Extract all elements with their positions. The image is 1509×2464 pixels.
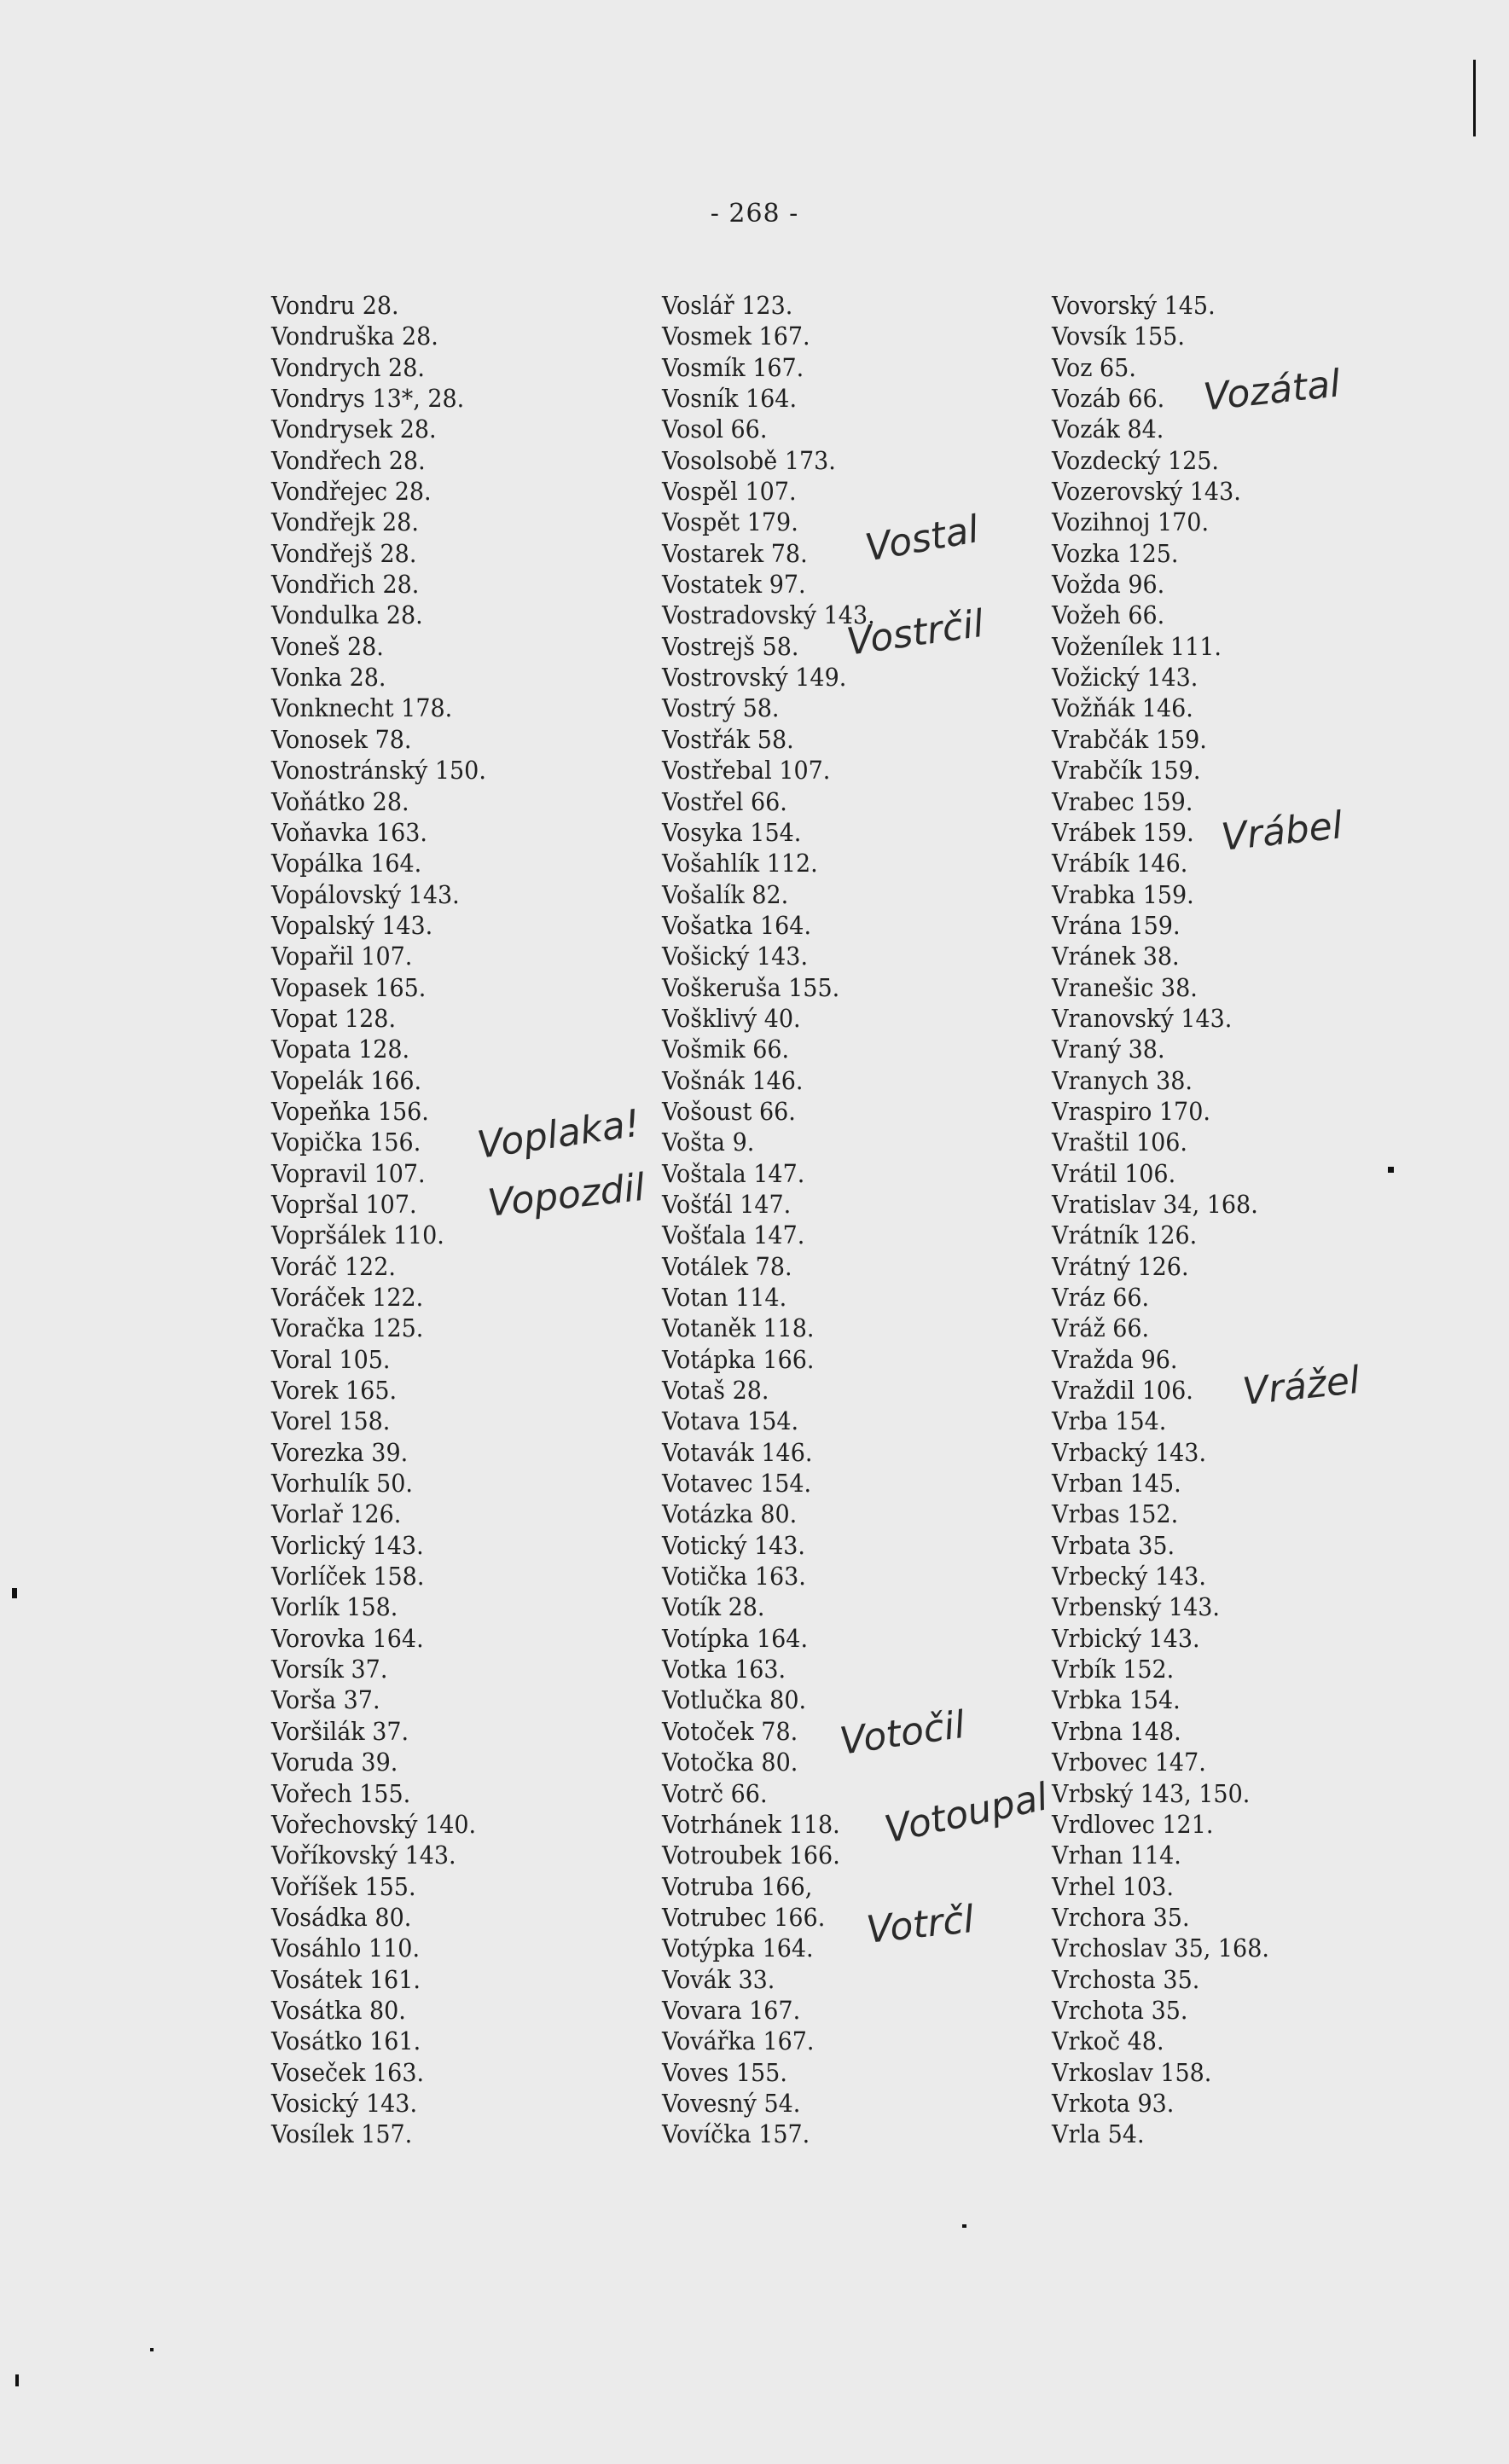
list-item: Vospěl 107. xyxy=(662,477,797,507)
handwritten-note: Vrábel xyxy=(1219,803,1345,860)
list-item: Vosník 164. xyxy=(662,384,798,414)
list-item: Vožeh 66. xyxy=(1052,600,1165,630)
handwritten-note: Vostrčil xyxy=(844,601,987,664)
list-item: Votava 154. xyxy=(662,1406,799,1436)
list-item: Vorovka 164. xyxy=(271,1623,424,1653)
list-item: Vonostránský 150. xyxy=(271,756,486,786)
list-item: Voslář 123. xyxy=(662,291,793,320)
list-item: Vošťala 147. xyxy=(662,1220,805,1250)
list-item: Voříšek 155. xyxy=(271,1871,416,1901)
list-item: Vránek 38. xyxy=(1052,942,1180,971)
handwritten-note: Vostal xyxy=(862,507,983,571)
scan-dot xyxy=(150,2348,154,2351)
scan-dot xyxy=(15,2374,19,2386)
list-item: Voves 155. xyxy=(662,2057,787,2087)
list-item: Vožický 143. xyxy=(1052,663,1198,693)
list-item: Vosádka 80. xyxy=(271,1902,412,1932)
list-item: Votípka 164. xyxy=(662,1623,809,1653)
list-item: Vopravil 107. xyxy=(271,1158,426,1188)
list-item: Voral 105. xyxy=(271,1344,391,1374)
list-item: Vopata 128. xyxy=(271,1035,410,1064)
list-item: Vopasek 165. xyxy=(271,972,427,1002)
scan-dot xyxy=(12,1588,17,1598)
list-item: Vráz 66. xyxy=(1052,1283,1150,1312)
list-item: Vrbovec 147. xyxy=(1052,1748,1206,1777)
scan-dot xyxy=(962,2224,966,2228)
list-item: Vostřebal 107. xyxy=(662,756,831,786)
list-item: Vosátka 80. xyxy=(271,1995,406,2025)
list-item: Voňátko 28. xyxy=(271,786,409,816)
list-item: Vošklivý 40. xyxy=(662,1003,801,1033)
list-item: Vošalík 82. xyxy=(662,879,789,909)
handwritten-note: Vopozdil xyxy=(485,1165,647,1226)
list-item: Votík 28. xyxy=(662,1592,765,1622)
list-item: Vrbík 152. xyxy=(1052,1655,1175,1684)
list-item: Voračka 125. xyxy=(271,1313,424,1343)
list-item: Vozáb 66. xyxy=(1052,384,1165,414)
list-item: Vrábek 159. xyxy=(1052,817,1194,847)
list-item: Vopařil 107. xyxy=(271,942,413,971)
list-item: Voškeruša 155. xyxy=(662,972,840,1002)
list-item: Vošťál 147. xyxy=(662,1189,792,1219)
list-item: Vonosek 78. xyxy=(271,724,412,754)
list-item: Vopršálek 110. xyxy=(271,1220,444,1250)
list-item: Vrkoslav 158. xyxy=(1052,2057,1212,2087)
list-item: Votápka 166. xyxy=(662,1344,815,1374)
list-item: Votička 163. xyxy=(662,1562,806,1591)
list-item: Vošnák 146. xyxy=(662,1065,804,1095)
list-item: Vrbna 148. xyxy=(1052,1716,1181,1746)
handwritten-note: Vrážel xyxy=(1240,1358,1362,1414)
handwritten-note: Votoupal xyxy=(880,1775,1052,1852)
list-item: Vopelák 166. xyxy=(271,1065,422,1095)
list-item: Vosický 143. xyxy=(271,2088,418,2118)
list-item: Voz 65. xyxy=(1052,352,1136,382)
list-item: Vostarek 78. xyxy=(662,538,808,568)
list-item: Vorsík 37. xyxy=(271,1655,388,1684)
list-item: Vostřel 66. xyxy=(662,786,787,816)
list-item: Voňavka 163. xyxy=(271,817,427,847)
list-item: Vrbata 35. xyxy=(1052,1530,1175,1560)
list-item: Vozák 84. xyxy=(1052,415,1164,444)
list-item: Vosílek 157. xyxy=(271,2119,413,2149)
list-item: Votrč 66. xyxy=(662,1778,768,1808)
list-item: Vošta 9. xyxy=(662,1128,755,1157)
list-item: Vranešic 38. xyxy=(1052,972,1198,1002)
list-item: Vorek 165. xyxy=(271,1376,398,1406)
list-item: Vopalský 143. xyxy=(271,910,433,940)
list-item: Vorezka 39. xyxy=(271,1437,409,1467)
list-item: Vožda 96. xyxy=(1052,570,1165,600)
list-item: Vrbický 143. xyxy=(1052,1623,1200,1653)
list-item: Vonknecht 178. xyxy=(271,693,453,723)
list-item: Vonka 28. xyxy=(271,663,386,693)
list-item: Vovesný 54. xyxy=(662,2088,801,2118)
list-item: Votruba 166, xyxy=(662,1871,813,1901)
list-item: Vrchora 35. xyxy=(1052,1902,1190,1932)
list-item: Vorlík 158. xyxy=(271,1592,398,1622)
list-item: Voříkovský 143. xyxy=(271,1841,456,1870)
handwritten-note: Voplaka! xyxy=(474,1101,643,1168)
list-item: Votálek 78. xyxy=(662,1251,792,1281)
list-item: Vrabčík 159. xyxy=(1052,756,1201,786)
list-item: Votroubek 166. xyxy=(662,1841,840,1870)
list-item: Vorlíček 158. xyxy=(271,1562,425,1591)
list-item: Vošoust 66. xyxy=(662,1096,796,1126)
list-item: Vrbenský 143. xyxy=(1052,1592,1221,1622)
list-item: Vrbka 154. xyxy=(1052,1685,1181,1715)
list-item: Vondřejš 28. xyxy=(271,538,417,568)
list-item: Vorlický 143. xyxy=(271,1530,424,1560)
index-column-2 xyxy=(662,290,891,2150)
list-item: Vondřejk 28. xyxy=(271,507,419,537)
list-item: Votrubec 166. xyxy=(662,1902,826,1932)
list-item: Vondulka 28. xyxy=(271,600,423,630)
list-item: Vrábík 146. xyxy=(1052,849,1188,878)
list-item: Vrla 54. xyxy=(1052,2119,1145,2149)
page-number: - 268 - xyxy=(710,199,799,229)
list-item: Vostrovský 149. xyxy=(662,663,847,693)
list-item: Vovíčka 157. xyxy=(662,2119,810,2149)
list-item: Vrabka 159. xyxy=(1052,879,1194,909)
list-item: Vratislav 34, 168. xyxy=(1052,1189,1258,1219)
list-item: Vondruška 28. xyxy=(271,322,438,351)
list-item: Vrchoslav 35, 168. xyxy=(1052,1934,1269,1963)
list-item: Vraždil 106. xyxy=(1052,1376,1193,1406)
list-item: Vrba 154. xyxy=(1052,1406,1167,1436)
list-item: Vošmik 66. xyxy=(662,1035,790,1064)
list-item: Vondřejec 28. xyxy=(271,477,432,507)
list-item: Vosáhlo 110. xyxy=(271,1934,421,1963)
list-item: Vozdecký 125. xyxy=(1052,445,1219,475)
list-item: Votavec 154. xyxy=(662,1469,812,1499)
list-item: Vosol 66. xyxy=(662,415,768,444)
list-item: Vosmík 167. xyxy=(662,352,804,382)
list-item: Vostrý 58. xyxy=(662,693,780,723)
list-item: Vrbský 143, 150. xyxy=(1052,1778,1251,1808)
list-item: Voráč 122. xyxy=(271,1251,396,1281)
list-item: Voseček 163. xyxy=(271,2057,425,2087)
list-item: Vorša 37. xyxy=(271,1685,380,1715)
index-column-1 xyxy=(271,290,502,2150)
list-item: Vořechovský 140. xyxy=(271,1809,477,1839)
list-item: Vrbas 152. xyxy=(1052,1499,1179,1529)
list-item: Vosátko 161. xyxy=(271,2026,421,2056)
list-item: Vondrysek 28. xyxy=(271,415,437,444)
list-item: Vosolsobě 173. xyxy=(662,445,836,475)
list-item: Vošický 143. xyxy=(662,942,809,971)
list-item: Voruda 39. xyxy=(271,1748,398,1777)
handwritten-note: Votrčl xyxy=(864,1897,977,1952)
list-item: Votočka 80. xyxy=(662,1748,798,1777)
list-item: Vovara 167. xyxy=(662,1995,801,2025)
list-item: Voštala 147. xyxy=(662,1158,805,1188)
list-item: Votan 114. xyxy=(662,1283,787,1312)
list-item: Vořech 155. xyxy=(271,1778,411,1808)
list-item: Vovák 33. xyxy=(662,1964,775,1994)
list-item: Vopat 128. xyxy=(271,1003,397,1033)
list-item: Votrhánek 118. xyxy=(662,1809,840,1839)
list-item: Vrátil 106. xyxy=(1052,1158,1176,1188)
list-item: Votický 143. xyxy=(662,1530,806,1560)
list-item: Votoček 78. xyxy=(662,1716,798,1746)
list-item: Vožňák 146. xyxy=(1052,693,1193,723)
list-item: Vovorský 145. xyxy=(1052,291,1216,320)
list-item: Vraštil 106. xyxy=(1052,1128,1188,1157)
list-item: Vorel 158. xyxy=(271,1406,391,1436)
list-item: Vovářka 167. xyxy=(662,2026,815,2056)
list-item: Votaš 28. xyxy=(662,1376,769,1406)
list-item: Votka 163. xyxy=(662,1655,786,1684)
handwritten-note: Votočil xyxy=(837,1702,968,1764)
list-item: Vrban 145. xyxy=(1052,1469,1181,1499)
list-item: Vopeňka 156. xyxy=(271,1096,429,1126)
list-item: Voneš 28. xyxy=(271,631,384,661)
list-item: Vopálovský 143. xyxy=(271,879,460,909)
list-item: Vondřich 28. xyxy=(271,570,420,600)
list-item: Vosyka 154. xyxy=(662,817,802,847)
list-item: Vozerovský 143. xyxy=(1052,477,1241,507)
list-item: Vranovský 143. xyxy=(1052,1003,1233,1033)
list-item: Vrhel 103. xyxy=(1052,1871,1174,1901)
list-item: Voršilák 37. xyxy=(271,1716,409,1746)
list-item: Votýpka 164. xyxy=(662,1934,814,1963)
list-item: Vozihnoj 170. xyxy=(1052,507,1210,537)
handwritten-note: Vozátal xyxy=(1201,362,1343,420)
list-item: Votaněk 118. xyxy=(662,1313,815,1343)
list-item: Vondřech 28. xyxy=(271,445,426,475)
list-item: Vostradovský 143. xyxy=(662,600,875,630)
list-item: Vostrejš 58. xyxy=(662,631,799,661)
list-item: Vrbecký 143. xyxy=(1052,1562,1206,1591)
list-item: Vovsík 155. xyxy=(1052,322,1185,351)
list-item: Vostatek 97. xyxy=(662,570,806,600)
list-item: Vopršal 107. xyxy=(271,1189,417,1219)
list-item: Vondrys 13*, 28. xyxy=(271,384,465,414)
list-item: Vrchota 35. xyxy=(1052,1995,1188,2025)
list-item: Vrhan 114. xyxy=(1052,1841,1181,1870)
list-item: Vrátník 126. xyxy=(1052,1220,1198,1250)
list-item: Vondru 28. xyxy=(271,291,399,320)
list-item: Vondrych 28. xyxy=(271,352,425,382)
list-item: Vraspiro 170. xyxy=(1052,1096,1210,1126)
index-column-3 xyxy=(1052,290,1286,2150)
list-item: Votavák 146. xyxy=(662,1437,813,1467)
list-item: Vrána 159. xyxy=(1052,910,1181,940)
list-item: Vraný 38. xyxy=(1052,1035,1165,1064)
scan-edge-line xyxy=(1473,60,1476,136)
list-item: Vrbacký 143. xyxy=(1052,1437,1207,1467)
list-item: Vražda 96. xyxy=(1052,1344,1178,1374)
list-item: Vrabčák 159. xyxy=(1052,724,1207,754)
list-item: Vrdlovec 121. xyxy=(1052,1809,1214,1839)
list-item: Voženílek 111. xyxy=(1052,631,1222,661)
list-item: Vošahlík 112. xyxy=(662,849,818,878)
list-item: Vrátný 126. xyxy=(1052,1251,1189,1281)
list-item: Vrkoč 48. xyxy=(1052,2026,1164,2056)
list-item: Votázka 80. xyxy=(662,1499,798,1529)
list-item: Vospět 179. xyxy=(662,507,798,537)
list-item: Vostřák 58. xyxy=(662,724,794,754)
list-item: Voráček 122. xyxy=(271,1283,424,1312)
list-item: Vráž 66. xyxy=(1052,1313,1150,1343)
list-item: Vranych 38. xyxy=(1052,1065,1193,1095)
list-item: Vopička 156. xyxy=(271,1128,421,1157)
list-item: Vrabec 159. xyxy=(1052,786,1193,816)
list-item: Vrkota 93. xyxy=(1052,2088,1175,2118)
list-item: Vozka 125. xyxy=(1052,538,1179,568)
list-item: Vorlař 126. xyxy=(271,1499,402,1529)
list-item: Vorhulík 50. xyxy=(271,1469,413,1499)
list-item: Vopálka 164. xyxy=(271,849,422,878)
list-item: Votlučka 80. xyxy=(662,1685,807,1715)
list-item: Vosmek 167. xyxy=(662,322,810,351)
list-item: Vosátek 161. xyxy=(271,1964,421,1994)
list-item: Vošatka 164. xyxy=(662,910,812,940)
scan-dot xyxy=(1388,1167,1394,1173)
list-item: Vrchosta 35. xyxy=(1052,1964,1200,1994)
